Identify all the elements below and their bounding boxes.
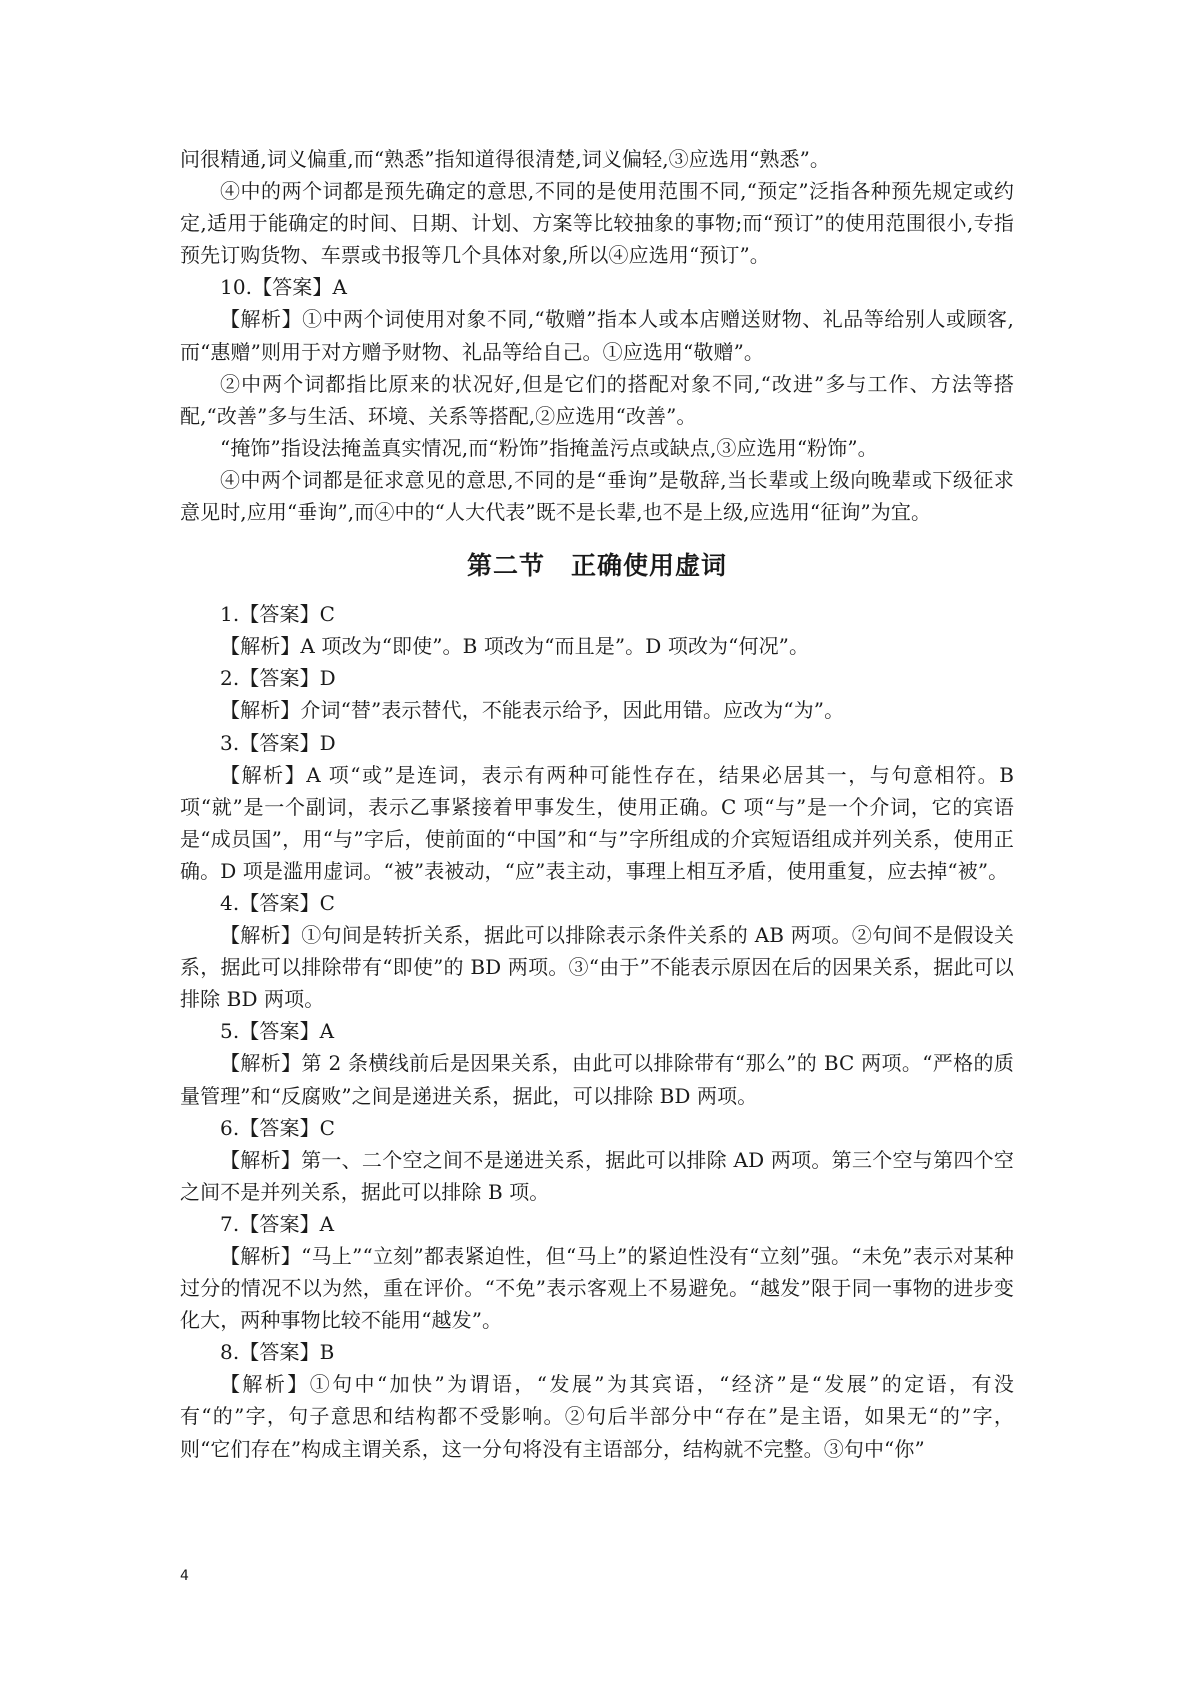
analysis-paragraph: 【解析】①句间是转折关系，据此可以排除表示条件关系的 AB 两项。②句间不是假设关系，据此可以排除带有“即使”的 BD 两项。③“由于”不能表示原因在后的因果关系，据此可以排除 BD 两项。	[180, 923, 1014, 1012]
answer-line: 10.【答案】A	[220, 275, 348, 300]
answer-line: 5.【答案】A	[220, 1019, 335, 1044]
answer-line: 4.【答案】C	[220, 890, 336, 915]
analysis-paragraph: 【解析】介词“替”表示替代，不能表示给予，因此用错。应改为“为”。	[220, 698, 845, 723]
page-number: 4	[180, 1568, 189, 1584]
analysis-paragraph: 【解析】第 2 条横线前后是因果关系，由此可以排除带有“那么”的 BC 两项。“严格的质量管理”和“反腐败”之间是递进关系，据此，可以排除 BD 两项。	[180, 1051, 1014, 1108]
analysis-paragraph: 【解析】①句中“加快”为谓语，“发展”为其宾语，“经济”是“发展”的定语，有没有“的”字，句子意思和结构都不受影响。②句后半部分中“存在”是主语，如果无“的”字，则“它们存在”构成主谓关系，这一分句将没有主语部分，结构就不完整。③句中“你”	[180, 1372, 1014, 1461]
paragraph: 问很精通,词义偏重,而“熟悉”指知道得很清楚,词义偏轻,③应选用“熟悉”。	[180, 147, 831, 171]
paragraph: ④中两个词都是征求意见的意思,不同的是“垂询”是敬辞,当长辈或上级向晚辈或下级征求意见时,应用“垂询”,而④中的“人大代表”既不是长辈,也不是上级,应选用“征询”为宜。	[180, 467, 1014, 525]
analysis-paragraph: 【解析】①中两个词使用对象不同,“敬赠”指本人或本店赠送财物、礼品等给别人或顾客,而“惠赠”则用于对方赠予财物、礼品等给自己。①应选用“敬赠”。	[180, 307, 1014, 364]
page-content	[180, 143, 1014, 1465]
section-title: 第二节 正确使用虚词	[466, 551, 727, 581]
paragraph: ②中两个词都指比原来的状况好,但是它们的搭配对象不同,“改进”多与工作、方法等搭配,“改善”多与生活、环境、关系等搭配,②应选用“改善”。	[180, 371, 1014, 428]
answer-line: 2.【答案】D	[220, 666, 336, 691]
answer-line: 3.【答案】D	[220, 730, 336, 755]
paragraph: ④中的两个词都是预先确定的意思,不同的是使用范围不同,“预定”泛指各种预先规定或约定,适用于能确定的时间、日期、计划、方案等比较抽象的事物;而“预订”的使用范围很小,专指预先订购货物、车票或书报等几个具体对象,所以④应选用“预订”。	[180, 179, 1014, 268]
answer-line: 8.【答案】B	[220, 1340, 335, 1365]
analysis-paragraph: 【解析】第一、二个空之间不是递进关系，据此可以排除 AD 两项。第三个空与第四个空之间不是并列关系，据此可以排除 B 项。	[180, 1147, 1014, 1204]
paragraph: “掩饰”指设法掩盖真实情况,而“粉饰”指掩盖污点或缺点,③应选用“粉饰”。	[220, 435, 878, 460]
analysis-paragraph: 【解析】A 项改为“即使”。B 项改为“而且是”。D 项改为“何况”。	[220, 634, 810, 659]
answer-line: 7.【答案】A	[220, 1211, 335, 1236]
analysis-paragraph: 【解析】“马上”“立刻”都表紧迫性，但“马上”的紧迫性没有“立刻”强。“未免”表示对某种过分的情况不以为然，重在评价。“不免”表示客观上不易避免。“越发”限于同一事物的进步变化大，两种事物比较不能用“越发”。	[180, 1244, 1014, 1333]
answer-line: 6.【答案】C	[220, 1115, 336, 1140]
answer-line: 1.【答案】C	[220, 602, 336, 627]
analysis-paragraph: 【解析】A 项“或”是连词，表示有两种可能性存在，结果必居其一，与句意相符。B 项“就”是一个副词，表示乙事紧接着甲事发生，使用正确。C 项“与”是一个介词，它的宾语是“成员国”，用“与”字后，使前面的“中国”和“与”字所组成的介宾短语组成并列关系，使用正确。D 项是滥用虚词。“被”表被动，“应”表主动，事理上相互矛盾，使用重复，应去掉“被”。	[180, 762, 1014, 883]
